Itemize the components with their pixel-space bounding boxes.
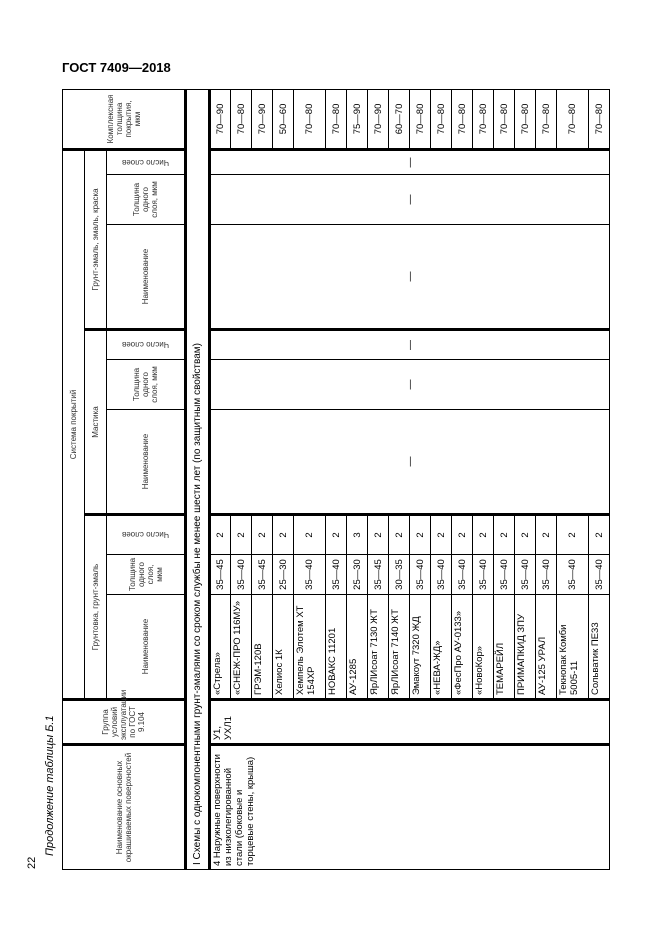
primer-thickness: 35—40 bbox=[494, 555, 515, 595]
header-primer-name: Наименование bbox=[107, 595, 186, 700]
total-thickness: 75—90 bbox=[347, 89, 368, 149]
primer-thickness: 25—30 bbox=[273, 555, 294, 595]
total-thickness: 70—90 bbox=[210, 89, 231, 149]
header-surface-name: Наименование основных окрашиваемых поверхностей bbox=[63, 745, 186, 870]
primer-layers: 2 bbox=[515, 515, 536, 555]
primer-name: АУ-125 УРАЛ bbox=[536, 595, 557, 700]
primer-thickness: 35—45 bbox=[210, 555, 231, 595]
primer-name: «СНЕЖ-ПРО 116МУ» bbox=[231, 595, 252, 700]
primer-name: «ФесПро АУ-0133» bbox=[452, 595, 473, 700]
total-thickness: 70—80 bbox=[494, 89, 515, 149]
total-thickness: 70—90 bbox=[252, 89, 273, 149]
total-thickness: 70—80 bbox=[473, 89, 494, 149]
primer-layers: 2 bbox=[368, 515, 389, 555]
primer-layers: 2 bbox=[231, 515, 252, 555]
surface-name-cell: 4 Наружные поверхности из низколегированной стали (боковые и торцевые стены, крыша) bbox=[210, 745, 610, 870]
enamel-thickness-dash: — bbox=[210, 175, 610, 225]
primer-layers: 2 bbox=[410, 515, 431, 555]
primer-thickness: 35—40 bbox=[589, 555, 610, 595]
document-title: ГОСТ 7409—2018 bbox=[62, 60, 171, 75]
total-thickness: 70—80 bbox=[294, 89, 326, 149]
primer-layers: 2 bbox=[589, 515, 610, 555]
primer-layers: 2 bbox=[210, 515, 231, 555]
total-thickness: 70—80 bbox=[410, 89, 431, 149]
total-thickness: 70—80 bbox=[452, 89, 473, 149]
header-total-thickness: Комплексная толщина покрытия, мкм bbox=[63, 89, 186, 149]
header-operating-group: Группа условий эксплуатации по ГОСТ 9.104 bbox=[63, 700, 186, 745]
primer-name: ТЕМАРЕЙЛ bbox=[494, 595, 515, 700]
primer-name: Эмакоут 7320 ЖД bbox=[410, 595, 431, 700]
primer-layers: 2 bbox=[431, 515, 452, 555]
primer-thickness: 35—40 bbox=[536, 555, 557, 595]
primer-thickness: 35—40 bbox=[431, 555, 452, 595]
header-coating-system: Система покрытий bbox=[63, 149, 85, 699]
total-thickness: 70—80 bbox=[536, 89, 557, 149]
header-enamel-layers-label: Число слоев bbox=[121, 157, 170, 167]
primer-thickness: 35—40 bbox=[410, 555, 431, 595]
primer-thickness: 35—40 bbox=[452, 555, 473, 595]
primer-layers: 2 bbox=[452, 515, 473, 555]
total-thickness: 70—90 bbox=[368, 89, 389, 149]
primer-layers: 2 bbox=[294, 515, 326, 555]
enamel-name-dash: — bbox=[210, 225, 610, 330]
primer-thickness: 35—40 bbox=[294, 555, 326, 595]
primer-name: «НовоКор» bbox=[473, 595, 494, 700]
primer-layers: 2 bbox=[557, 515, 589, 555]
primer-name: Хелиос 1К bbox=[273, 595, 294, 700]
header-mastic-group: Мастика bbox=[85, 330, 107, 515]
header-enamel-thickness: Толщина одного слоя, мкм bbox=[107, 175, 186, 225]
primer-name: ЯрЛИсоат 7130 ЖТ bbox=[368, 595, 389, 700]
total-thickness: 50—60 bbox=[273, 89, 294, 149]
total-thickness: 70—80 bbox=[431, 89, 452, 149]
primer-thickness: 35—45 bbox=[252, 555, 273, 595]
primer-name: ЯрЛИсоат 7140 ЖТ bbox=[389, 595, 410, 700]
total-thickness: 70—80 bbox=[589, 89, 610, 149]
primer-layers: 2 bbox=[252, 515, 273, 555]
primer-thickness: 35—40 bbox=[231, 555, 252, 595]
header-enamel-name: Наименование bbox=[107, 225, 186, 330]
rotated-table-container bbox=[62, 90, 605, 870]
primer-thickness: 35—40 bbox=[557, 555, 589, 595]
section-title: I Схемы с однокомпонентными грунт-эмалями со сроком службы не менее шести лет (по защитным свойствам) bbox=[186, 89, 210, 869]
total-thickness: 70—80 bbox=[515, 89, 536, 149]
primer-layers: 2 bbox=[494, 515, 515, 555]
primer-thickness: 25—30 bbox=[347, 555, 368, 595]
primer-layers: 2 bbox=[273, 515, 294, 555]
primer-name: «НЕВА-ЖД» bbox=[431, 595, 452, 700]
primer-name: ГРЭМ-120В bbox=[252, 595, 273, 700]
header-mastic-name: Наименование bbox=[107, 410, 186, 515]
primer-thickness: 35—40 bbox=[326, 555, 347, 595]
header-enamel-layers bbox=[107, 149, 186, 174]
header-mastic-thickness: Толщина одного слоя, мкм bbox=[107, 360, 186, 410]
primer-layers: 2 bbox=[326, 515, 347, 555]
primer-name: Текнопак Комби 5005-11 bbox=[557, 595, 589, 700]
header-mastic-layers-label: Число слоев bbox=[121, 340, 170, 350]
primer-name: АУ-1285 bbox=[347, 595, 368, 700]
total-thickness: 60—70 bbox=[389, 89, 410, 149]
primer-thickness: 30—35 bbox=[389, 555, 410, 595]
mastic-thickness-dash: — bbox=[210, 360, 610, 410]
primer-name: Сольватик ПЕ33 bbox=[589, 595, 610, 700]
enamel-layers-dash: — bbox=[210, 149, 610, 174]
header-primer-layers-label: Число слоев bbox=[121, 530, 170, 540]
primer-name: НОВАКС 11201 bbox=[326, 595, 347, 700]
page-number: 22 bbox=[26, 856, 38, 869]
primer-thickness: 35—40 bbox=[515, 555, 536, 595]
header-primer-thickness: Толщина одного слоя, мкм bbox=[107, 555, 186, 595]
header-primer-group: Грунтовка, грунт-эмаль bbox=[85, 515, 107, 700]
primer-name: ПРИМАПКИД ЗПУ bbox=[515, 595, 536, 700]
operating-group-cell: У1, УХЛ1 bbox=[210, 700, 610, 745]
primer-layers: 3 bbox=[347, 515, 368, 555]
total-thickness: 70—80 bbox=[231, 89, 252, 149]
header-enamel-group: Грунт-эмаль, эмаль, краска bbox=[85, 149, 107, 329]
mastic-layers-dash: — bbox=[210, 330, 610, 360]
mastic-name-dash: — bbox=[210, 410, 610, 515]
header-mastic-layers bbox=[107, 330, 186, 360]
primer-layers: 2 bbox=[536, 515, 557, 555]
total-thickness: 70—80 bbox=[557, 89, 589, 149]
coating-systems-table bbox=[62, 89, 610, 870]
table-continuation-label: Продолжение таблицы Б.1 bbox=[44, 715, 56, 856]
table-row bbox=[210, 89, 231, 869]
primer-thickness: 35—40 bbox=[473, 555, 494, 595]
primer-layers: 2 bbox=[473, 515, 494, 555]
primer-thickness: 35—45 bbox=[368, 555, 389, 595]
header-primer-layers bbox=[107, 515, 186, 555]
primer-name: Хемпель Элотем ХТ 154ХР bbox=[294, 595, 326, 700]
primer-name: «Стрела» bbox=[210, 595, 231, 700]
primer-layers: 2 bbox=[389, 515, 410, 555]
total-thickness: 70—80 bbox=[326, 89, 347, 149]
